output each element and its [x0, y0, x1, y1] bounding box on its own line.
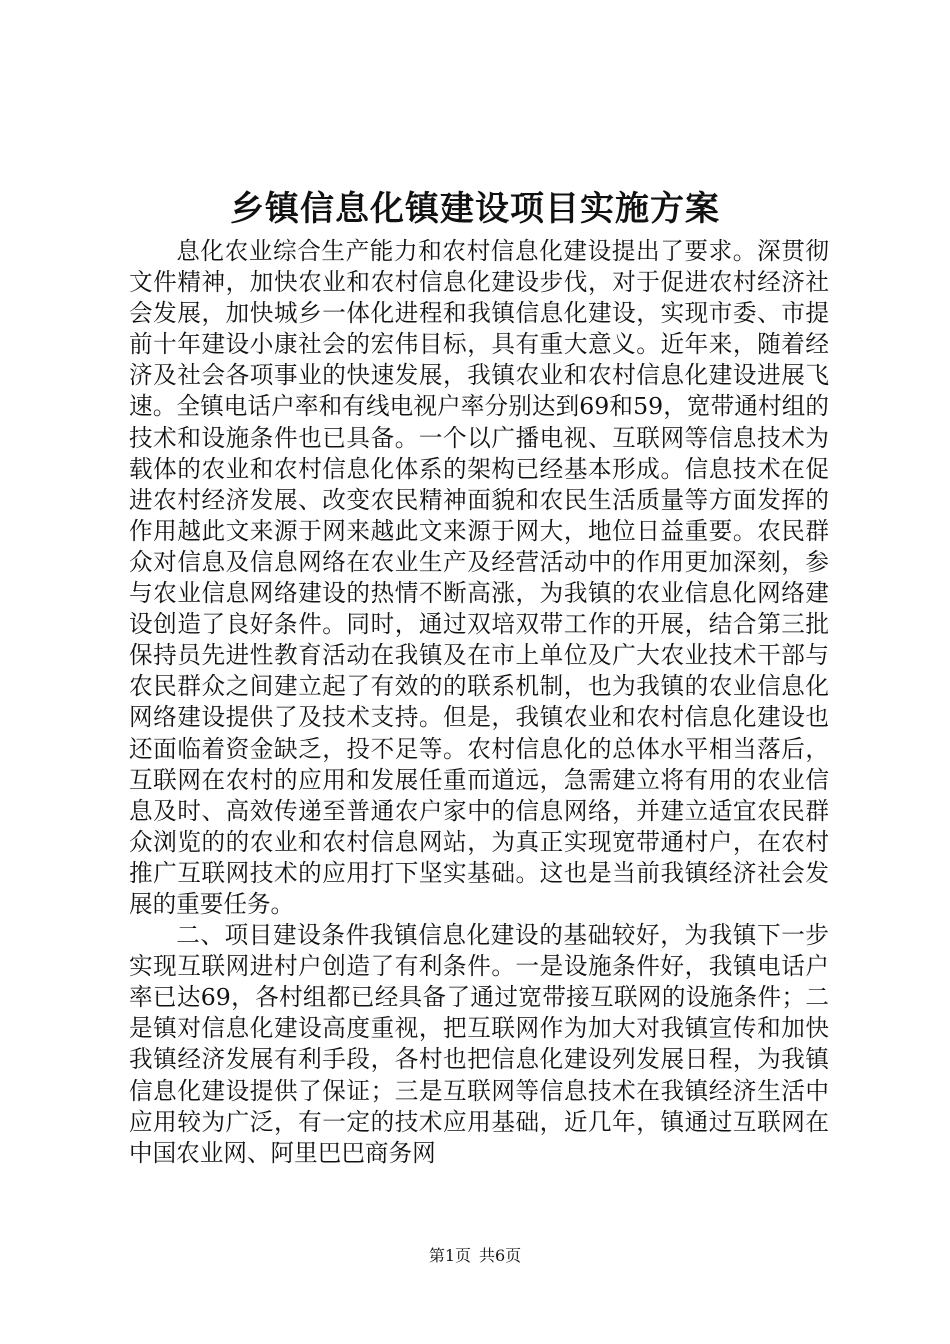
paragraph: 二、项目建设条件我镇信息化建设的基础较好，为我镇下一步实现互联网进村户创造了有利条件。一是设施条件好，我镇电话户率已达69，各村组都已经具备了通过宽带接互联网的设施条件；二是镇对信息化建设高度重视，把互联网作为加大对我镇宣传和加快我镇经济发展有利手段，各村也把信息化建设列发展日程，为我镇信息化建设提供了保证；三是互联网等信息技术在我镇经济生活中应用较为广泛，有一定的技术应用基础，近几年，镇通过互联网在中国农业网、阿里巴巴商务网	[129, 921, 829, 1167]
page-total: 共6页	[479, 1246, 522, 1265]
document-body	[129, 236, 829, 1169]
document-title: 乡镇信息化镇建设项目实施方案	[230, 189, 720, 229]
paragraph: 息化农业综合生产能力和农村信息化建设提出了要求。深贯彻文件精神，加快农业和农村信息化建设步伐，对于促进农村经济社会发展，加快城乡一体化进程和我镇信息化建设，实现市委、市提前十年建设小康社会的宏伟目标，具有重大意义。近年来，随着经济及社会各项事业的快速发展，我镇农业和农村信息化建设进展飞速。全镇电话户率和有线电视户率分别达到69和59，宽带通村组的技术和设施条件也已具备。一个以广播电视、互联网等信息技术为载体的农业和农村信息化体系的架构已经基本形成。信息技术在促进农村经济发展、改变农民精神面貌和农民生活质量等方面发挥的作用越此文来源于网来越此文来源于网大，地位日益重要。农民群众对信息及信息网络在农业生产及经营活动中的作用更加深刻，参与农业信息网络建设的热情不断高涨，为我镇的农业信息化网络建设创造了良好条件。同时，通过双培双带工作的开展，结合第三批保持员先进性教育活动在我镇及在市上单位及广大农业技术干部与农民群众之间建立起了有效的的联系机制，也为我镇的农业信息化网络建设提供了及技术支持。但是，我镇农业和农村信息化建设也还面临着资金缺乏，投不足等。农村信息化的总体水平相当落后，互联网在农村的应用和发展任重而道远，急需建立将有用的农业信息及时、高效传递至普通农户家中的信息网络，并建立适宜农民群众浏览的的农业和农村信息网站，为真正实现宽带通村户，在农村推广互联网技术的应用打下坚实基础。这也是当前我镇经济社会发展的重要任务。	[129, 237, 829, 918]
page-footer	[0, 1244, 950, 1268]
page-number: 第1页	[428, 1246, 471, 1265]
